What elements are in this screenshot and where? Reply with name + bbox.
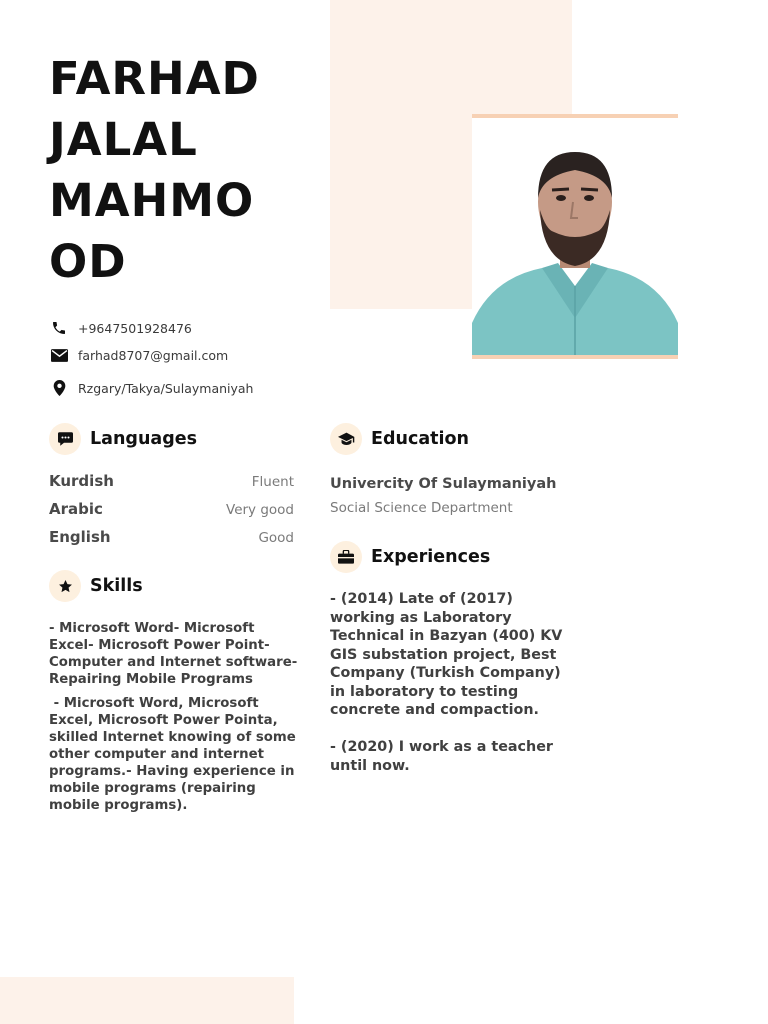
chat-bubble-icon: [49, 423, 81, 455]
skills-text: [49, 620, 299, 814]
language-level: Fluent: [251, 474, 294, 490]
name-line: FARHAD: [49, 52, 260, 105]
education-title: Education: [371, 429, 469, 449]
name-line: JALAL: [49, 113, 198, 166]
graduation-cap-icon: [330, 423, 362, 455]
phone-icon: [50, 320, 68, 336]
education-department: Social Science Department: [330, 500, 513, 516]
language-name: Arabic: [49, 500, 103, 518]
language-level: Good: [258, 530, 294, 546]
email-address: farhad8707@gmail.com: [78, 347, 229, 363]
skills-title: Skills: [90, 576, 143, 596]
experiences-title: Experiences: [371, 547, 491, 567]
education-heading: [330, 423, 469, 455]
phone-number: +9647501928476: [78, 320, 192, 336]
profile-photo: [472, 114, 678, 359]
name-line: OD: [49, 235, 127, 288]
language-name: English: [49, 528, 111, 546]
skills-paragraph: - Microsoft Word, Microsoft Excel, Microsoft Power Pointa, skilled Internet knowing of some other computer and internet programs.- Having experience in mobile programs (repairing mobile programs).: [49, 696, 301, 813]
briefcase-icon: [330, 541, 362, 573]
full-name: [49, 48, 319, 292]
education-school: Univercity Of Sulaymaniyah: [330, 476, 557, 492]
decorative-bottom-panel: [0, 977, 294, 1024]
contact-phone: [50, 320, 192, 336]
contact-email: [50, 347, 228, 363]
language-row: [49, 472, 294, 490]
star-icon: [49, 570, 81, 602]
name-line: MAHMO: [49, 174, 255, 227]
contact-address: [50, 380, 253, 396]
experiences-heading: [330, 541, 490, 573]
language-row: [49, 528, 294, 546]
language-level: Very good: [226, 502, 294, 518]
portrait-illustration: [472, 118, 678, 355]
skills-heading: [49, 570, 143, 602]
email-icon: [50, 347, 68, 363]
experience-item: - (2020) I work as a teacher until now.: [330, 739, 553, 774]
skills-paragraph: - Microsoft Word- Microsoft Excel- Microsoft Power Point-Computer and Internet software-Repairing Mobile Programs: [49, 621, 298, 687]
languages-title: Languages: [90, 429, 198, 449]
experiences-text: [330, 590, 570, 775]
address-text: Rzgary/Takya/Sulaymaniyah: [78, 380, 254, 396]
location-pin-icon: [50, 380, 68, 396]
language-row: [49, 500, 294, 518]
languages-heading: [49, 423, 197, 455]
experience-item: - (2014) Late of (2017) working as Laboratory Technical in Bazyan (400) KV GIS substation project, Best Company (Turkish Company) in laboratory to testing concrete and compaction.: [330, 591, 563, 718]
language-name: Kurdish: [49, 472, 114, 490]
